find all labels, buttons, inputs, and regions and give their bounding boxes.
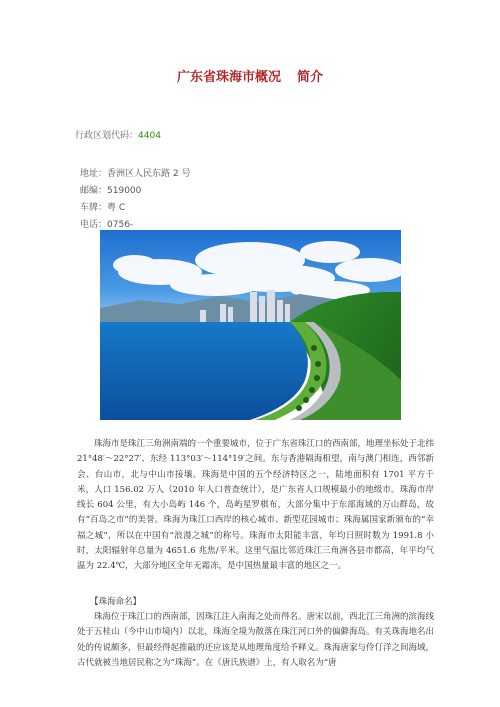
section-heading: 【珠海命名】 xyxy=(90,597,142,607)
plate-value: 粤 C xyxy=(107,203,126,213)
postcode-value: 519000 xyxy=(107,186,142,196)
plate-line xyxy=(80,200,125,213)
address-value: 香洲区人民东路 2 号 xyxy=(107,169,191,179)
admin-code-label: 行政区划代码： xyxy=(75,131,139,141)
title-suffix: 简介 xyxy=(297,70,324,85)
postcode-line xyxy=(80,183,141,196)
phone-line xyxy=(80,217,133,230)
address-line xyxy=(80,166,190,179)
phone-value: 0756- xyxy=(107,220,134,230)
phone-label: 电话： xyxy=(80,220,108,230)
page-title xyxy=(0,66,500,85)
city-coastline-photo xyxy=(100,230,401,420)
address-label: 地址： xyxy=(80,169,108,179)
intro-paragraph: 珠海市是珠江三角洲南端的一个重要城市，位于广东省珠江口的西南部，地理坐标处于北纬 21°48′～22°27′、东经 113°03′～114°19′之间。东与香港隔海相望，南与澳门相连，西邻新会、台山市，北与中山市接壤。珠海是中国的五个经济特区之一，陆地面积有 1701 平方千米，人口 156.02 万人（2010 年人口普查统计），是广东省人口规模最小的地级市。珠海市岸线长 604 公里，有大小岛屿 146 个，岛屿星罗棋布，大部分集中于东部海域的万山群岛，故有“百岛之市”的美誉。珠海为珠江口西岸的核心城市、新型花园城市；珠海属国家新颁布的“幸福之城”，所以在中国有“浪漫之城”的称号。珠海市太阳能丰富，年均日照时数为 1991.8 小时，太阳辐射年总量为 4651.6 兆焦/平米。这里气温比邻近珠江三角洲各县市都高，年平均气温为 22.4℃，大部分地区全年无霜冻，是中国热量最丰富的地区之一。 xyxy=(77,439,435,572)
naming-paragraph: 珠海位于珠江口的西南部，因珠江注入南海之处而得名。唐宋以前，西北江三角洲的滨海线处于五桂山（今中山市境内）以北，珠海全境为散落在珠江河口外的偏僻海岛。有关珠海地名出处的传说颇多，但最经得起推敲的还应该是从地理角度给予释义。珠海唐家与伶仃洋之间海域，古代就被当地居民称之为“珠海”。在《唐氏族谱》上，有人取名为“唐 xyxy=(77,612,435,668)
admin-code-value: 4404 xyxy=(138,131,161,141)
admin-code-line xyxy=(75,128,161,141)
plate-label: 车牌： xyxy=(80,203,108,213)
postcode-label: 邮编： xyxy=(80,186,108,196)
title-main: 广东省珠海市概况 xyxy=(176,70,281,85)
